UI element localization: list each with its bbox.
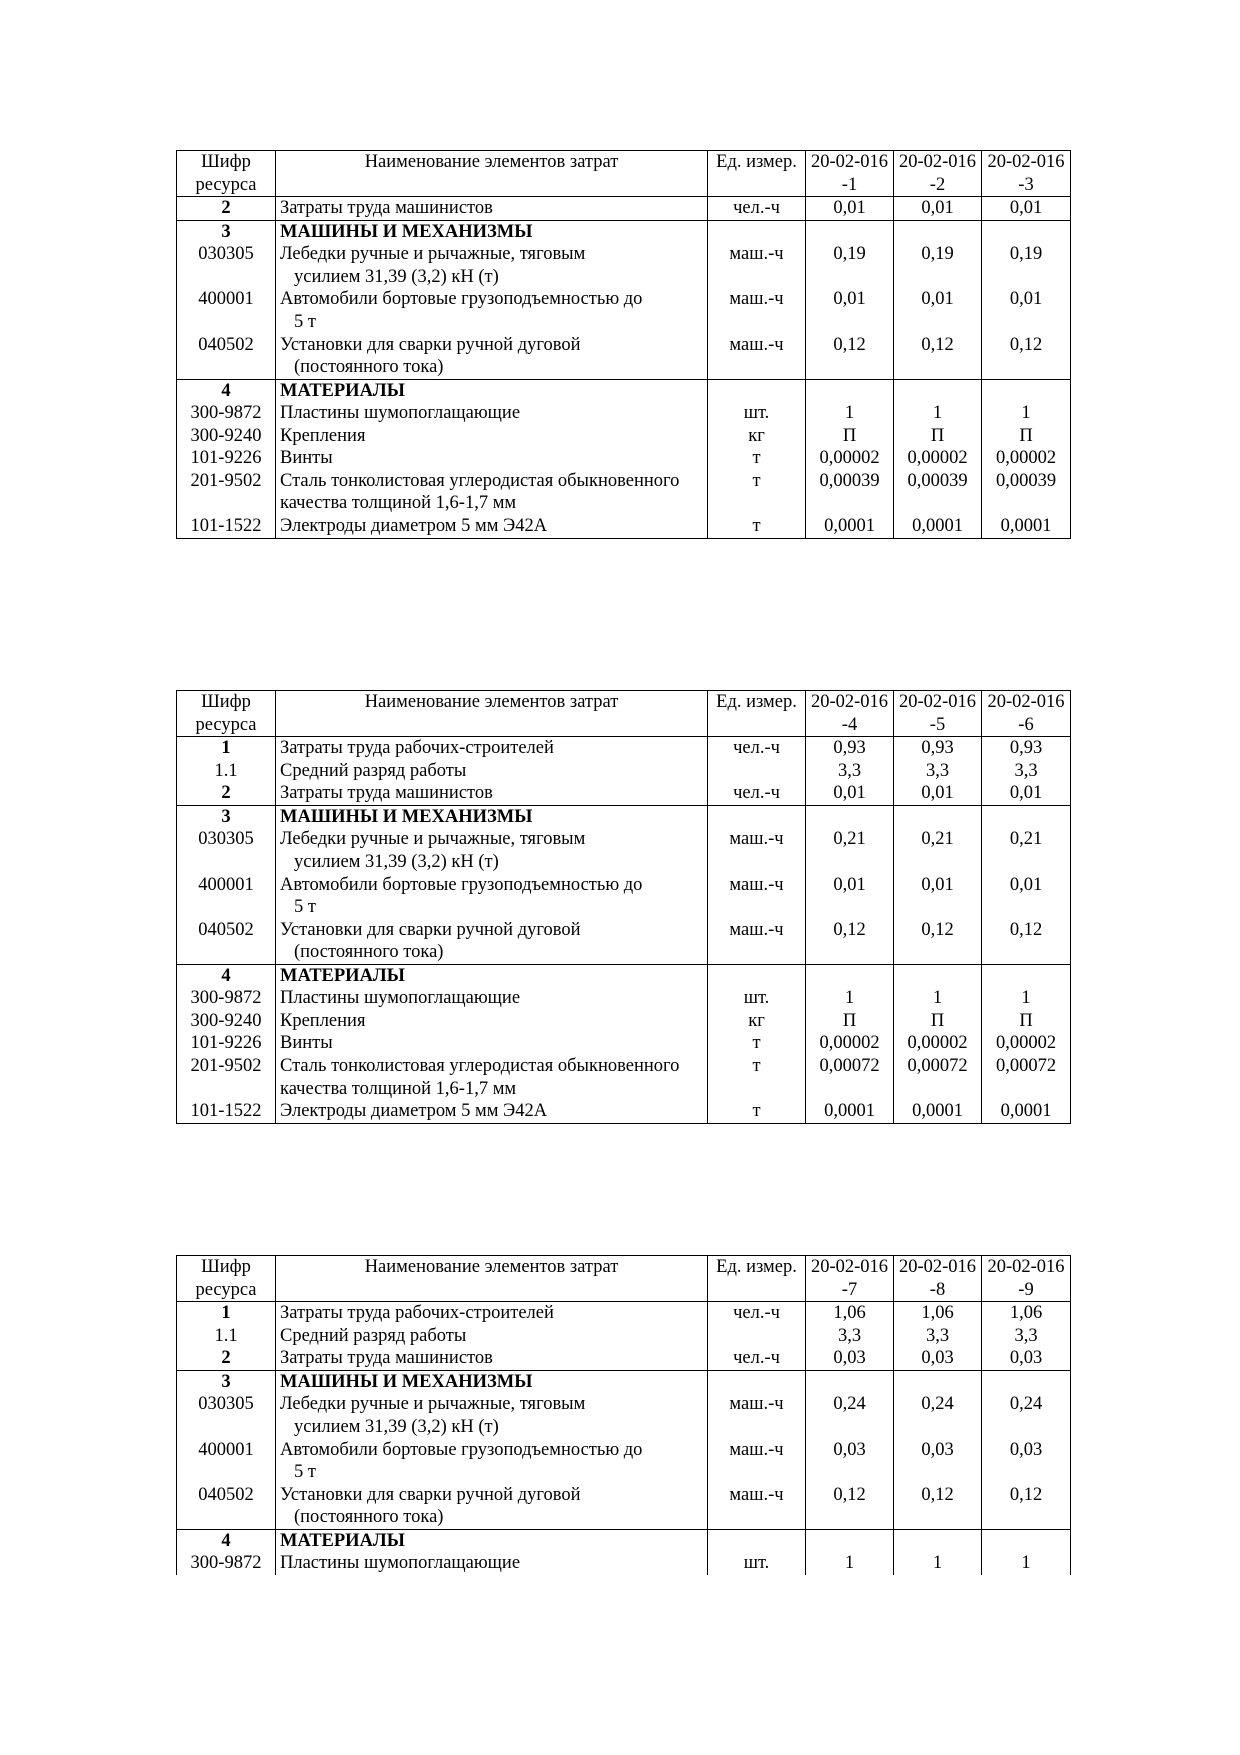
norm-value: 0,03 bbox=[894, 1439, 982, 1484]
norm-value: 0,01 bbox=[982, 197, 1071, 221]
table-row bbox=[177, 919, 1071, 965]
cost-element-label: Затраты труда машинистов bbox=[280, 783, 493, 804]
table-row bbox=[177, 1325, 1071, 1348]
norm-value bbox=[982, 805, 1071, 828]
unit-header: Ед. измер. bbox=[708, 151, 806, 197]
cost-element-label-continued: 5 т bbox=[294, 311, 316, 332]
table-row bbox=[177, 1100, 1071, 1123]
table-row bbox=[177, 874, 1071, 919]
norm-column-header: 20-02-016-1 bbox=[806, 151, 894, 197]
cost-element-label-continued: усилием 31,39 (3,2) кН (т) bbox=[294, 851, 499, 872]
cost-element-name bbox=[276, 220, 708, 243]
norms-table-3 bbox=[176, 1255, 1071, 1575]
cost-element-label: Средний разряд работы bbox=[280, 760, 467, 781]
cost-element-label: Пластины шумопоглащающие bbox=[280, 403, 521, 424]
resource-code: 040502 bbox=[177, 919, 276, 965]
norm-value: 0,01 bbox=[982, 288, 1071, 333]
norm-value bbox=[894, 379, 982, 402]
cost-element-label: Пластины шумопоглащающие bbox=[280, 1553, 521, 1574]
unit-of-measure: т bbox=[708, 1055, 806, 1100]
norm-value: 3,3 bbox=[894, 1325, 982, 1348]
unit-of-measure: маш.-ч bbox=[708, 1484, 806, 1530]
norm-value: 0,21 bbox=[806, 828, 894, 873]
cost-element-label-continued: (постоянного тока) bbox=[294, 357, 444, 378]
cost-element-name bbox=[276, 447, 708, 470]
cost-element-name bbox=[276, 1347, 708, 1370]
norm-value: П bbox=[806, 1010, 894, 1033]
norm-value: 0,00039 bbox=[894, 470, 982, 515]
unit-of-measure: чел.-ч bbox=[708, 737, 806, 760]
cost-element-name bbox=[276, 470, 708, 515]
cost-element-name bbox=[276, 1010, 708, 1033]
norm-value: 3,3 bbox=[806, 760, 894, 783]
cost-element-name bbox=[276, 334, 708, 380]
resource-code: 1.1 bbox=[177, 1325, 276, 1348]
cost-element-name bbox=[276, 197, 708, 221]
resource-code: 101-1522 bbox=[177, 1100, 276, 1123]
norm-value: 0,0001 bbox=[806, 1100, 894, 1123]
code-header: Шифр ресурса bbox=[177, 691, 276, 737]
unit-of-measure bbox=[708, 805, 806, 828]
resource-code: 3 bbox=[177, 1370, 276, 1393]
norm-value: 1 bbox=[806, 987, 894, 1010]
cost-element-name bbox=[276, 760, 708, 783]
table-row bbox=[177, 1055, 1071, 1100]
cost-element-label-continued: усилием 31,39 (3,2) кН (т) bbox=[294, 266, 499, 287]
unit-of-measure bbox=[708, 220, 806, 243]
norm-value: 0,0001 bbox=[982, 1100, 1071, 1123]
norm-value: 0,24 bbox=[806, 1393, 894, 1438]
norm-value: П bbox=[982, 425, 1071, 448]
norm-value: 0,12 bbox=[894, 919, 982, 965]
table-row bbox=[177, 243, 1071, 288]
unit-of-measure: т bbox=[708, 515, 806, 538]
unit-of-measure: маш.-ч bbox=[708, 334, 806, 380]
section-row bbox=[177, 220, 1071, 243]
norm-value: 0,0001 bbox=[894, 515, 982, 538]
norm-value: 3,3 bbox=[982, 1325, 1071, 1348]
cost-element-name bbox=[276, 1100, 708, 1123]
resource-code: 300-9240 bbox=[177, 1010, 276, 1033]
resource-code: 201-9502 bbox=[177, 470, 276, 515]
norm-value bbox=[982, 1370, 1071, 1393]
cost-element-name bbox=[276, 425, 708, 448]
code-header: Шифр ресурса bbox=[177, 151, 276, 197]
norm-value: 0,03 bbox=[982, 1347, 1071, 1370]
norm-value: 1 bbox=[894, 987, 982, 1010]
cost-element-name bbox=[276, 805, 708, 828]
norm-value bbox=[894, 1370, 982, 1393]
table-row bbox=[177, 782, 1071, 805]
table-row bbox=[177, 334, 1071, 380]
norm-value: 0,12 bbox=[982, 334, 1071, 380]
norm-column-header: 20-02-016-2 bbox=[894, 151, 982, 197]
resource-code: 400001 bbox=[177, 874, 276, 919]
cost-element-label: МАШИНЫ И МЕХАНИЗМЫ bbox=[280, 1371, 533, 1392]
cost-element-label: МАТЕРИАЛЫ bbox=[280, 965, 405, 986]
norm-value: 0,00002 bbox=[894, 1032, 982, 1055]
cost-element-name bbox=[276, 288, 708, 333]
norm-value: 0,93 bbox=[806, 737, 894, 760]
cost-element-name bbox=[276, 1529, 708, 1552]
cost-element-name bbox=[276, 987, 708, 1010]
unit-of-measure: маш.-ч bbox=[708, 243, 806, 288]
norm-value: 1,06 bbox=[982, 1302, 1071, 1325]
unit-of-measure: маш.-ч bbox=[708, 919, 806, 965]
cost-element-name bbox=[276, 1484, 708, 1530]
norm-value: 0,21 bbox=[982, 828, 1071, 873]
name-header: Наименование элементов затрат bbox=[276, 151, 708, 197]
resource-code: 300-9872 bbox=[177, 987, 276, 1010]
norm-value: 0,00002 bbox=[806, 447, 894, 470]
unit-of-measure: кг bbox=[708, 425, 806, 448]
resource-code: 1 bbox=[177, 1302, 276, 1325]
unit-of-measure: маш.-ч bbox=[708, 874, 806, 919]
resource-code: 400001 bbox=[177, 1439, 276, 1484]
norm-value bbox=[806, 805, 894, 828]
norm-value: 0,01 bbox=[806, 782, 894, 805]
cost-element-label: Лебедки ручные и рычажные, тяговым bbox=[280, 1394, 586, 1415]
resource-code: 4 bbox=[177, 1529, 276, 1552]
norm-value: 0,01 bbox=[894, 782, 982, 805]
unit-of-measure: маш.-ч bbox=[708, 1439, 806, 1484]
cost-element-label: Затраты труда рабочих-строителей bbox=[280, 1303, 554, 1324]
cost-element-name bbox=[276, 1055, 708, 1100]
norm-value: 0,03 bbox=[982, 1439, 1071, 1484]
cost-element-label: Средний разряд работы bbox=[280, 1325, 467, 1346]
cost-element-label: Сталь тонколистовая углеродистая обыкновенного качества толщиной 1,6-1,7 мм bbox=[280, 470, 680, 514]
norm-value: 1,06 bbox=[894, 1302, 982, 1325]
cost-element-name bbox=[276, 1302, 708, 1325]
norm-value: 0,00072 bbox=[894, 1055, 982, 1100]
norm-value: 0,12 bbox=[894, 334, 982, 380]
norm-value: 0,0001 bbox=[806, 515, 894, 538]
norm-value: 0,24 bbox=[894, 1393, 982, 1438]
section-row bbox=[177, 379, 1071, 402]
section-row bbox=[177, 1529, 1071, 1552]
cost-element-label: Крепления bbox=[280, 1010, 366, 1031]
norm-value: П bbox=[806, 425, 894, 448]
norms-table-1 bbox=[176, 150, 1071, 539]
cost-element-label: Электроды диаметром 5 мм Э42А bbox=[280, 516, 548, 536]
norm-column-header: 20-02-016-8 bbox=[894, 1256, 982, 1302]
cost-element-label: Установки для сварки ручной дуговой bbox=[280, 919, 581, 940]
norm-value: 0,01 bbox=[982, 874, 1071, 919]
norm-value: 1 bbox=[806, 402, 894, 425]
table-row bbox=[177, 737, 1071, 760]
norm-value: 0,00002 bbox=[806, 1032, 894, 1055]
norm-value bbox=[806, 964, 894, 987]
norm-value: 0,0001 bbox=[894, 1100, 982, 1123]
cost-element-label: Винты bbox=[280, 448, 333, 469]
norm-value: 0,12 bbox=[982, 919, 1071, 965]
name-header: Наименование элементов затрат bbox=[276, 1256, 708, 1302]
norm-value: 0,00072 bbox=[982, 1055, 1071, 1100]
cost-element-name bbox=[276, 1439, 708, 1484]
table-row bbox=[177, 1484, 1071, 1530]
norm-value: 0,0001 bbox=[982, 515, 1071, 538]
resource-code: 101-1522 bbox=[177, 515, 276, 538]
norm-value: 0,03 bbox=[894, 1347, 982, 1370]
code-header: Шифр ресурса bbox=[177, 1256, 276, 1302]
resource-code: 1 bbox=[177, 737, 276, 760]
cost-element-name bbox=[276, 1393, 708, 1438]
norm-value: 0,00002 bbox=[982, 447, 1071, 470]
cost-element-label-continued: 5 т bbox=[294, 897, 316, 918]
unit-of-measure: кг bbox=[708, 1010, 806, 1033]
unit-of-measure: чел.-ч bbox=[708, 1302, 806, 1325]
norm-value: 0,12 bbox=[982, 1484, 1071, 1530]
unit-of-measure: маш.-ч bbox=[708, 828, 806, 873]
norm-value bbox=[894, 964, 982, 987]
norm-value: 0,24 bbox=[982, 1393, 1071, 1438]
unit-of-measure: шт. bbox=[708, 1552, 806, 1575]
cost-element-name bbox=[276, 874, 708, 919]
cost-element-name bbox=[276, 782, 708, 805]
cost-element-label: Автомобили бортовые грузоподъемностью до bbox=[280, 289, 643, 310]
norm-value bbox=[806, 379, 894, 402]
cost-element-name bbox=[276, 964, 708, 987]
norm-value: 1 bbox=[982, 987, 1071, 1010]
table-row bbox=[177, 515, 1071, 538]
resource-code: 030305 bbox=[177, 828, 276, 873]
cost-element-label: МАТЕРИАЛЫ bbox=[280, 380, 405, 401]
cost-element-label: Затраты труда рабочих-строителей bbox=[280, 738, 554, 759]
norm-column-header: 20-02-016-5 bbox=[894, 691, 982, 737]
cost-element-label: Пластины шумопоглащающие bbox=[280, 988, 521, 1009]
header-row bbox=[177, 691, 1071, 737]
cost-element-label: Автомобили бортовые грузоподъемностью до bbox=[280, 1439, 643, 1460]
resource-code: 101-9226 bbox=[177, 447, 276, 470]
norm-value bbox=[894, 1529, 982, 1552]
norm-value: 1 bbox=[894, 402, 982, 425]
resource-code: 3 bbox=[177, 805, 276, 828]
cost-element-name bbox=[276, 243, 708, 288]
norm-column-header: 20-02-016-9 bbox=[982, 1256, 1071, 1302]
table-row bbox=[177, 1439, 1071, 1484]
resource-code: 300-9240 bbox=[177, 425, 276, 448]
norm-value: 3,3 bbox=[894, 760, 982, 783]
unit-of-measure: т bbox=[708, 470, 806, 515]
cost-element-label: Сталь тонколистовая углеродистая обыкновенного качества толщиной 1,6-1,7 мм bbox=[280, 1056, 680, 1099]
resource-code: 201-9502 bbox=[177, 1055, 276, 1100]
norm-value: 0,93 bbox=[894, 737, 982, 760]
norm-value: 0,03 bbox=[806, 1347, 894, 1370]
cost-element-label: Затраты труда машинистов bbox=[280, 198, 493, 219]
cost-element-name bbox=[276, 737, 708, 760]
norm-value bbox=[982, 379, 1071, 402]
norm-value: 0,00039 bbox=[806, 470, 894, 515]
norm-value: 0,03 bbox=[806, 1439, 894, 1484]
norm-value: 0,93 bbox=[982, 737, 1071, 760]
norm-value: 3,3 bbox=[982, 760, 1071, 783]
unit-of-measure: шт. bbox=[708, 402, 806, 425]
norm-value: 0,01 bbox=[806, 874, 894, 919]
cost-element-name bbox=[276, 402, 708, 425]
table-row bbox=[177, 828, 1071, 873]
cost-element-label: Затраты труда машинистов bbox=[280, 1348, 493, 1369]
resource-code: 1.1 bbox=[177, 760, 276, 783]
unit-header: Ед. измер. bbox=[708, 691, 806, 737]
section-row bbox=[177, 964, 1071, 987]
norm-value bbox=[806, 1370, 894, 1393]
unit-of-measure: т bbox=[708, 1032, 806, 1055]
norm-value bbox=[982, 964, 1071, 987]
section-row bbox=[177, 805, 1071, 828]
unit-of-measure bbox=[708, 1325, 806, 1348]
norm-value: 0,01 bbox=[806, 288, 894, 333]
norm-value: П bbox=[894, 1010, 982, 1033]
unit-of-measure: чел.-ч bbox=[708, 197, 806, 221]
norm-value: 1,06 bbox=[806, 1302, 894, 1325]
norm-value bbox=[982, 220, 1071, 243]
unit-of-measure: т bbox=[708, 1100, 806, 1123]
norm-column-header: 20-02-016-7 bbox=[806, 1256, 894, 1302]
cost-element-label: Лебедки ручные и рычажные, тяговым bbox=[280, 244, 586, 265]
cost-element-name bbox=[276, 1032, 708, 1055]
table-row bbox=[177, 1393, 1071, 1438]
cost-element-label-continued: (постоянного тока) bbox=[294, 942, 444, 963]
cost-element-name bbox=[276, 515, 708, 538]
cost-element-name bbox=[276, 1370, 708, 1393]
table-row bbox=[177, 425, 1071, 448]
cost-element-name bbox=[276, 1552, 708, 1575]
norm-value: 1 bbox=[982, 1552, 1071, 1575]
norm-value: 0,00039 bbox=[982, 470, 1071, 515]
cost-element-label: МАТЕРИАЛЫ bbox=[280, 1530, 405, 1551]
norm-value bbox=[894, 805, 982, 828]
norm-value bbox=[806, 220, 894, 243]
cost-element-name bbox=[276, 828, 708, 873]
resource-code: 300-9872 bbox=[177, 402, 276, 425]
norm-value: 0,00002 bbox=[982, 1032, 1071, 1055]
table-row bbox=[177, 760, 1071, 783]
resource-code: 101-9226 bbox=[177, 1032, 276, 1055]
norm-value: 0,01 bbox=[894, 288, 982, 333]
resource-code: 2 bbox=[177, 197, 276, 221]
cost-element-label: Лебедки ручные и рычажные, тяговым bbox=[280, 829, 586, 850]
cost-element-label-continued: (постоянного тока) bbox=[294, 1507, 444, 1528]
unit-header: Ед. измер. bbox=[708, 1256, 806, 1302]
resource-code: 4 bbox=[177, 964, 276, 987]
unit-of-measure: шт. bbox=[708, 987, 806, 1010]
table-row bbox=[177, 447, 1071, 470]
cost-element-label: Винты bbox=[280, 1033, 333, 1054]
table-row bbox=[177, 470, 1071, 515]
header-row bbox=[177, 1256, 1071, 1302]
norm-value: 0,12 bbox=[894, 1484, 982, 1530]
norm-value: 0,01 bbox=[982, 782, 1071, 805]
table-row bbox=[177, 1032, 1071, 1055]
norm-value: 0,12 bbox=[806, 919, 894, 965]
cost-element-label: МАШИНЫ И МЕХАНИЗМЫ bbox=[280, 221, 533, 242]
norm-value: 0,19 bbox=[806, 243, 894, 288]
cost-element-name bbox=[276, 379, 708, 402]
unit-of-measure: т bbox=[708, 447, 806, 470]
resource-code: 3 bbox=[177, 220, 276, 243]
norm-value: 1 bbox=[982, 402, 1071, 425]
unit-of-measure bbox=[708, 964, 806, 987]
cost-element-label-continued: 5 т bbox=[294, 1462, 316, 1483]
norm-value: П bbox=[982, 1010, 1071, 1033]
norm-value bbox=[894, 220, 982, 243]
norm-value: 0,01 bbox=[894, 197, 982, 221]
unit-of-measure: маш.-ч bbox=[708, 288, 806, 333]
norms-table-2 bbox=[176, 690, 1071, 1124]
norm-value: 1 bbox=[806, 1552, 894, 1575]
norm-value bbox=[982, 1529, 1071, 1552]
resource-code: 030305 bbox=[177, 243, 276, 288]
table-row bbox=[177, 1347, 1071, 1370]
unit-of-measure: чел.-ч bbox=[708, 782, 806, 805]
unit-of-measure bbox=[708, 760, 806, 783]
name-header: Наименование элементов затрат bbox=[276, 691, 708, 737]
norm-column-header: 20-02-016-3 bbox=[982, 151, 1071, 197]
unit-of-measure bbox=[708, 379, 806, 402]
table-row bbox=[177, 402, 1071, 425]
norm-value: 0,19 bbox=[894, 243, 982, 288]
norm-value: 0,19 bbox=[982, 243, 1071, 288]
cost-element-label: МАШИНЫ И МЕХАНИЗМЫ bbox=[280, 806, 533, 827]
cost-element-name bbox=[276, 919, 708, 965]
table-row bbox=[177, 197, 1071, 221]
header-row bbox=[177, 151, 1071, 197]
unit-of-measure: маш.-ч bbox=[708, 1393, 806, 1438]
section-row bbox=[177, 1370, 1071, 1393]
norm-value: 0,01 bbox=[806, 197, 894, 221]
norm-value: 0,12 bbox=[806, 334, 894, 380]
cost-element-label-continued: усилием 31,39 (3,2) кН (т) bbox=[294, 1416, 499, 1437]
cost-element-name bbox=[276, 1325, 708, 1348]
resource-code: 040502 bbox=[177, 334, 276, 380]
table-row bbox=[177, 288, 1071, 333]
resource-code: 2 bbox=[177, 782, 276, 805]
table-row bbox=[177, 1010, 1071, 1033]
table-row bbox=[177, 1302, 1071, 1325]
unit-of-measure bbox=[708, 1529, 806, 1552]
norm-column-header: 20-02-016-4 bbox=[806, 691, 894, 737]
cost-element-label: Установки для сварки ручной дуговой bbox=[280, 334, 581, 355]
norm-value: 0,01 bbox=[894, 874, 982, 919]
resource-code: 4 bbox=[177, 379, 276, 402]
resource-code: 2 bbox=[177, 1347, 276, 1370]
norm-value: 0,00002 bbox=[894, 447, 982, 470]
cost-element-label: Крепления bbox=[280, 425, 366, 446]
unit-of-measure bbox=[708, 1370, 806, 1393]
cost-element-label: Электроды диаметром 5 мм Э42А bbox=[280, 1101, 548, 1122]
resource-code: 040502 bbox=[177, 1484, 276, 1530]
resource-code: 400001 bbox=[177, 288, 276, 333]
norm-column-header: 20-02-016-6 bbox=[982, 691, 1071, 737]
norm-value: 0,12 bbox=[806, 1484, 894, 1530]
cost-element-label: Автомобили бортовые грузоподъемностью до bbox=[280, 874, 643, 895]
resource-code: 300-9872 bbox=[177, 1552, 276, 1575]
unit-of-measure: чел.-ч bbox=[708, 1347, 806, 1370]
norm-value: 3,3 bbox=[806, 1325, 894, 1348]
norm-value: 0,00072 bbox=[806, 1055, 894, 1100]
cost-element-label: Установки для сварки ручной дуговой bbox=[280, 1484, 581, 1505]
table-row bbox=[177, 1552, 1071, 1575]
resource-code: 030305 bbox=[177, 1393, 276, 1438]
norm-value: 1 bbox=[894, 1552, 982, 1575]
norm-value: П bbox=[894, 425, 982, 448]
norm-value bbox=[806, 1529, 894, 1552]
table-row bbox=[177, 987, 1071, 1010]
norm-value: 0,21 bbox=[894, 828, 982, 873]
